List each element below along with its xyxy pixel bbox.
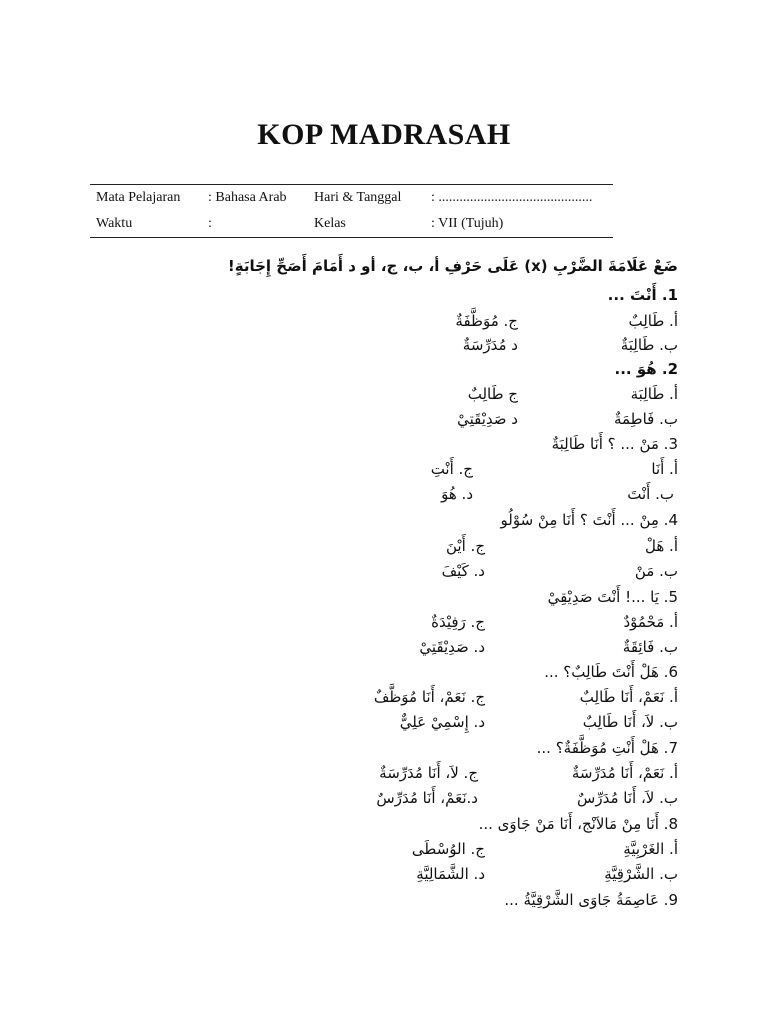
question-7: 7. هَلْ أَنْتِ مُوَظَّفَةٌ؟ ...: [536, 739, 678, 757]
option-b: ب. طَالِبَةٌ: [620, 336, 678, 354]
option-b: ب. فَائِقَةٌ: [622, 638, 678, 656]
option-c: ج. نَعَمْ، أَنَا مُوَظَّفٌ: [373, 688, 485, 706]
option-a: أ. طَالِبٌ: [628, 312, 678, 330]
options-row: [348, 410, 678, 432]
option-d: د. كَيْفَ: [441, 562, 485, 580]
option-d: د.نَعَمْ، أَنَا مُدَرِّسٌ: [376, 789, 478, 807]
options-row: [348, 460, 678, 482]
label-subject: Mata Pelajaran: [96, 190, 181, 205]
option-b: ب. لاَ، أَنَا مُدَرِّسٌ: [577, 789, 678, 807]
option-c: ج. أَيْنَ: [446, 537, 485, 555]
options-row: [348, 789, 678, 811]
options-row: [348, 485, 678, 507]
option-c: ج. مُوَظَّفَةٌ: [455, 312, 518, 330]
value-time: :: [208, 216, 212, 231]
option-d: د مُدَرِّسَةٌ: [462, 336, 518, 354]
info-table: [90, 184, 613, 238]
option-b: ب. أَنْتَ: [627, 485, 674, 503]
question-6: 6. هَلْ أَنْتَ طَالِبٌ؟ ...: [544, 663, 678, 681]
options-row: [348, 312, 678, 334]
question-3: 3. مَنْ ... ؟ أَنَا طَالِبَةٌ: [551, 435, 678, 453]
options-row: [348, 537, 678, 559]
option-a: أ. نَعَمْ، أَنَا مُدَرِّسَةٌ: [571, 764, 678, 782]
option-c: ج. رَفِيْدَةٌ: [431, 613, 485, 631]
instruction: ضَعْ عَلَامَةَ الضَّرْبِ (x) عَلَى حَرْفِ أ، ب، ج، أو د أَمَامَ أَصَحِّ إِجَابَةٍ!: [227, 257, 678, 275]
question-8: 8. أَنَا مِنْ مَالاَنْج، أَنَا مَنْ جَاوَى ...: [478, 815, 678, 833]
options-row: [348, 764, 678, 786]
option-b: ب. فَاطِمَةٌ: [613, 410, 678, 428]
options-row: [348, 562, 678, 584]
options-row: [348, 336, 678, 358]
value-class: : VII (Tujuh): [431, 216, 504, 231]
question-2: 2. هُوَ ...: [614, 360, 678, 378]
info-row-time: [90, 211, 613, 237]
option-c: ج. لاَ، أَنَا مُدَرِّسَةٌ: [379, 764, 478, 782]
option-b: ب. الشَّرْقِيَّةِ: [604, 865, 678, 883]
option-d: د. الشَّمَالِيَّةِ: [416, 865, 485, 883]
option-a: أ. هَلْ: [645, 537, 678, 555]
label-class: Kelas: [314, 216, 346, 231]
option-a: أ. أَنَا: [651, 460, 678, 478]
question-4: 4. مِنْ ... أَنْتَ ؟ أَنَا مِنْ سُوْلُو: [500, 511, 678, 529]
option-a: أ. طَالِبَة: [630, 385, 678, 403]
options-row: [348, 713, 678, 735]
option-c: ج. أَنْتِ: [430, 460, 473, 478]
option-a: أ. نَعَمْ، أَنَا طَالِبٌ: [579, 688, 678, 706]
option-b: ب. لاَ، أَنَا طَالِبٌ: [582, 713, 678, 731]
question-9: 9. عَاصِمَةُ جَاوَى الشَّرْقِيَّةُ ...: [504, 891, 678, 909]
options-row: [348, 613, 678, 635]
label-date: Hari & Tanggal: [314, 190, 402, 205]
option-c: ج طَالِبٌ: [467, 385, 518, 403]
option-d: د. صَدِيْقَتِيْ: [419, 638, 485, 656]
options-row: [348, 638, 678, 660]
option-c: ج. الوُسْطَى: [411, 840, 485, 858]
info-row-subject: [90, 185, 613, 211]
question-5: 5. يَا ...! أَنْتَ صَدِيْقِيْ: [547, 588, 678, 606]
question-1: 1. أَنْتَ ...: [607, 286, 678, 304]
value-date: : ............................................: [431, 190, 593, 205]
options-row: [348, 840, 678, 862]
option-d: د. هُوَ: [441, 485, 473, 503]
option-d: د صَدِيْقَتِيْ: [457, 410, 518, 428]
page-title: KOP MADRASAH: [257, 118, 511, 151]
options-row: [348, 385, 678, 407]
option-a: أ. مَحْمُوْدٌ: [623, 613, 678, 631]
options-row: [348, 865, 678, 887]
label-time: Waktu: [96, 216, 133, 231]
option-b: ب. مَنْ: [634, 562, 678, 580]
options-row: [348, 688, 678, 710]
option-a: أ. الغَرْبِيَّةِ: [623, 840, 678, 858]
value-subject: : Bahasa Arab: [208, 190, 287, 205]
option-d: د. إِسْمِيْ عَلِيٌّ: [399, 713, 485, 731]
